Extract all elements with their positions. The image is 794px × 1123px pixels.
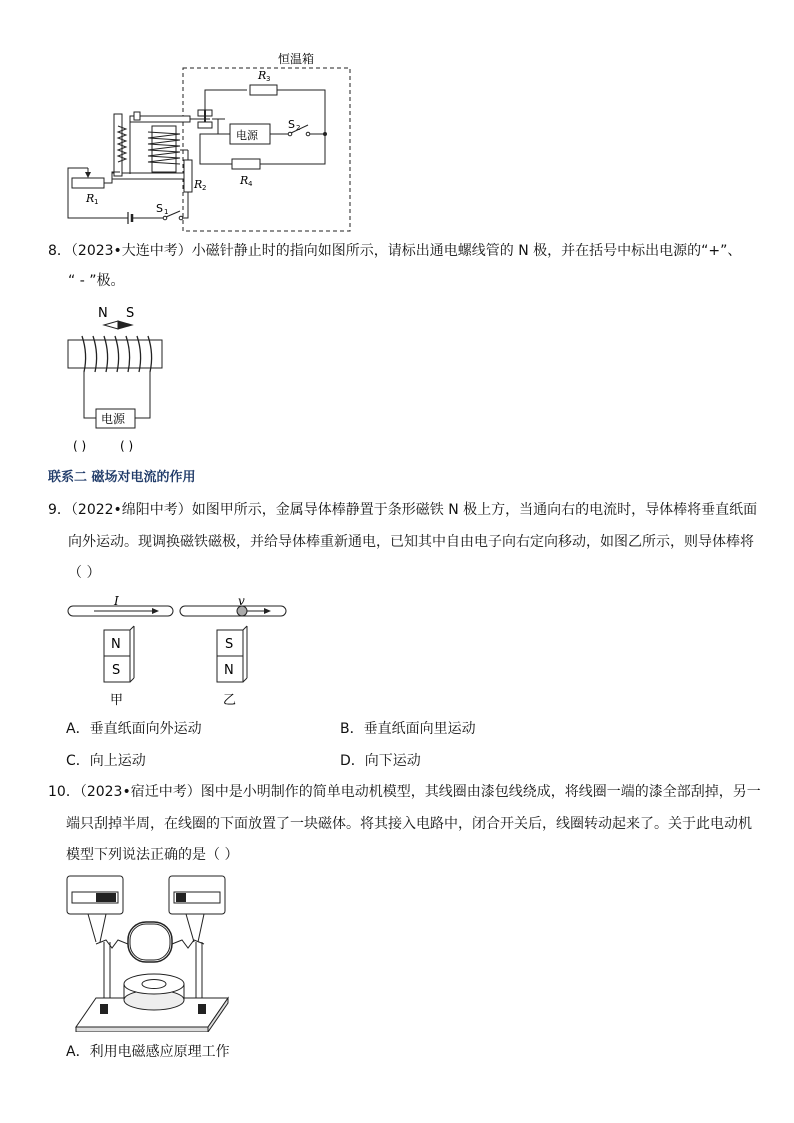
r1-sub: 1 <box>94 198 99 206</box>
right-magnet-bottom-label: N <box>224 663 234 678</box>
left-magnet-bottom-label: S <box>112 663 121 678</box>
needle-s-label: S <box>126 306 135 321</box>
r3-sub: 3 <box>266 75 271 83</box>
r4-label: R <box>240 174 249 187</box>
q10-line-2: 端只刮掉半周，在线圈的下面放置了一块磁体。将其接入电路中，闭合开关后，线圈转动起来了。关于此电动机 <box>66 816 752 832</box>
q8-line-2: “ - ”极。 <box>68 273 125 289</box>
section-heading: 联系二 磁场对电流的作用 <box>48 470 196 485</box>
solenoid-core <box>68 340 162 368</box>
caption-yi: 乙 <box>223 693 237 708</box>
s1-sub: 1 <box>164 208 169 216</box>
q10-option-a: A．利用电磁感应原理工作 <box>66 1044 230 1060</box>
solenoid-power-label: 电源 <box>101 412 126 426</box>
s1-label: S <box>156 202 163 215</box>
power-source-label: 电源 <box>236 129 258 142</box>
q9-option-d: D．向下运动 <box>340 753 421 769</box>
r3-label: R <box>258 69 267 82</box>
compass-needle <box>104 321 118 329</box>
bracket-left: ( ) <box>73 439 87 453</box>
motor-model-figure <box>66 872 234 1032</box>
q10-line-1: 10．（2023•宿迁中考）图中是小明制作的简单电动机模型，其线圈由漆包线绕成，将线圈一端的漆全部刮掉，另一 <box>48 784 761 800</box>
thermostat-box-label: 恒温箱 <box>278 52 315 66</box>
r1-label: R <box>86 192 95 205</box>
caption-jia: 甲 <box>110 693 124 708</box>
q9-line-2: 向外运动。现调换磁铁磁极，并给导体棒重新通电，已知其中自由电子向右定向移动，如图乙所示，则导体棒将 <box>68 534 754 550</box>
left-magnet-top-label: N <box>111 637 121 652</box>
s2-label: S <box>288 118 295 131</box>
r4-sub: 4 <box>248 180 253 188</box>
q9-option-b: B．垂直纸面向里运动 <box>340 721 476 737</box>
q8-line-1: 8．（2023•大连中考）小磁针静止时的指向如图所示，请标出通电螺线管的 N 极，并在括号中标出电源的“+”、 <box>48 243 742 259</box>
thermostat-circuit-figure <box>60 48 360 236</box>
r2-sub: 2 <box>202 184 207 192</box>
q9-option-a: A．垂直纸面向外运动 <box>66 721 202 737</box>
q9-option-c: C．向上运动 <box>66 753 146 769</box>
needle-n-label: N <box>98 306 108 321</box>
solenoid-figure <box>60 300 170 460</box>
right-magnet-top-label: S <box>225 637 234 652</box>
bracket-right: ( ) <box>120 439 134 453</box>
r2-label: R <box>194 178 203 191</box>
resistor-r4 <box>232 159 260 169</box>
q10-line-3: 模型下列说法正确的是（ ） <box>66 847 239 863</box>
q9-line-1: 9．（2022•绵阳中考）如图甲所示，金属导体棒静置于条形磁铁 N 极上方，当通向右的电流时，导体棒将垂直纸面 <box>48 502 758 518</box>
q9-line-3: （ ） <box>68 565 101 581</box>
conductor-rod-figure <box>64 592 290 712</box>
resistor-r3 <box>250 85 277 95</box>
resistor-r2 <box>184 160 192 192</box>
motor-coil <box>128 922 172 962</box>
current-label: I <box>114 594 119 608</box>
velocity-label: v <box>238 594 245 608</box>
rheostat-r1 <box>72 178 104 188</box>
s2-sub: 2 <box>296 124 301 132</box>
